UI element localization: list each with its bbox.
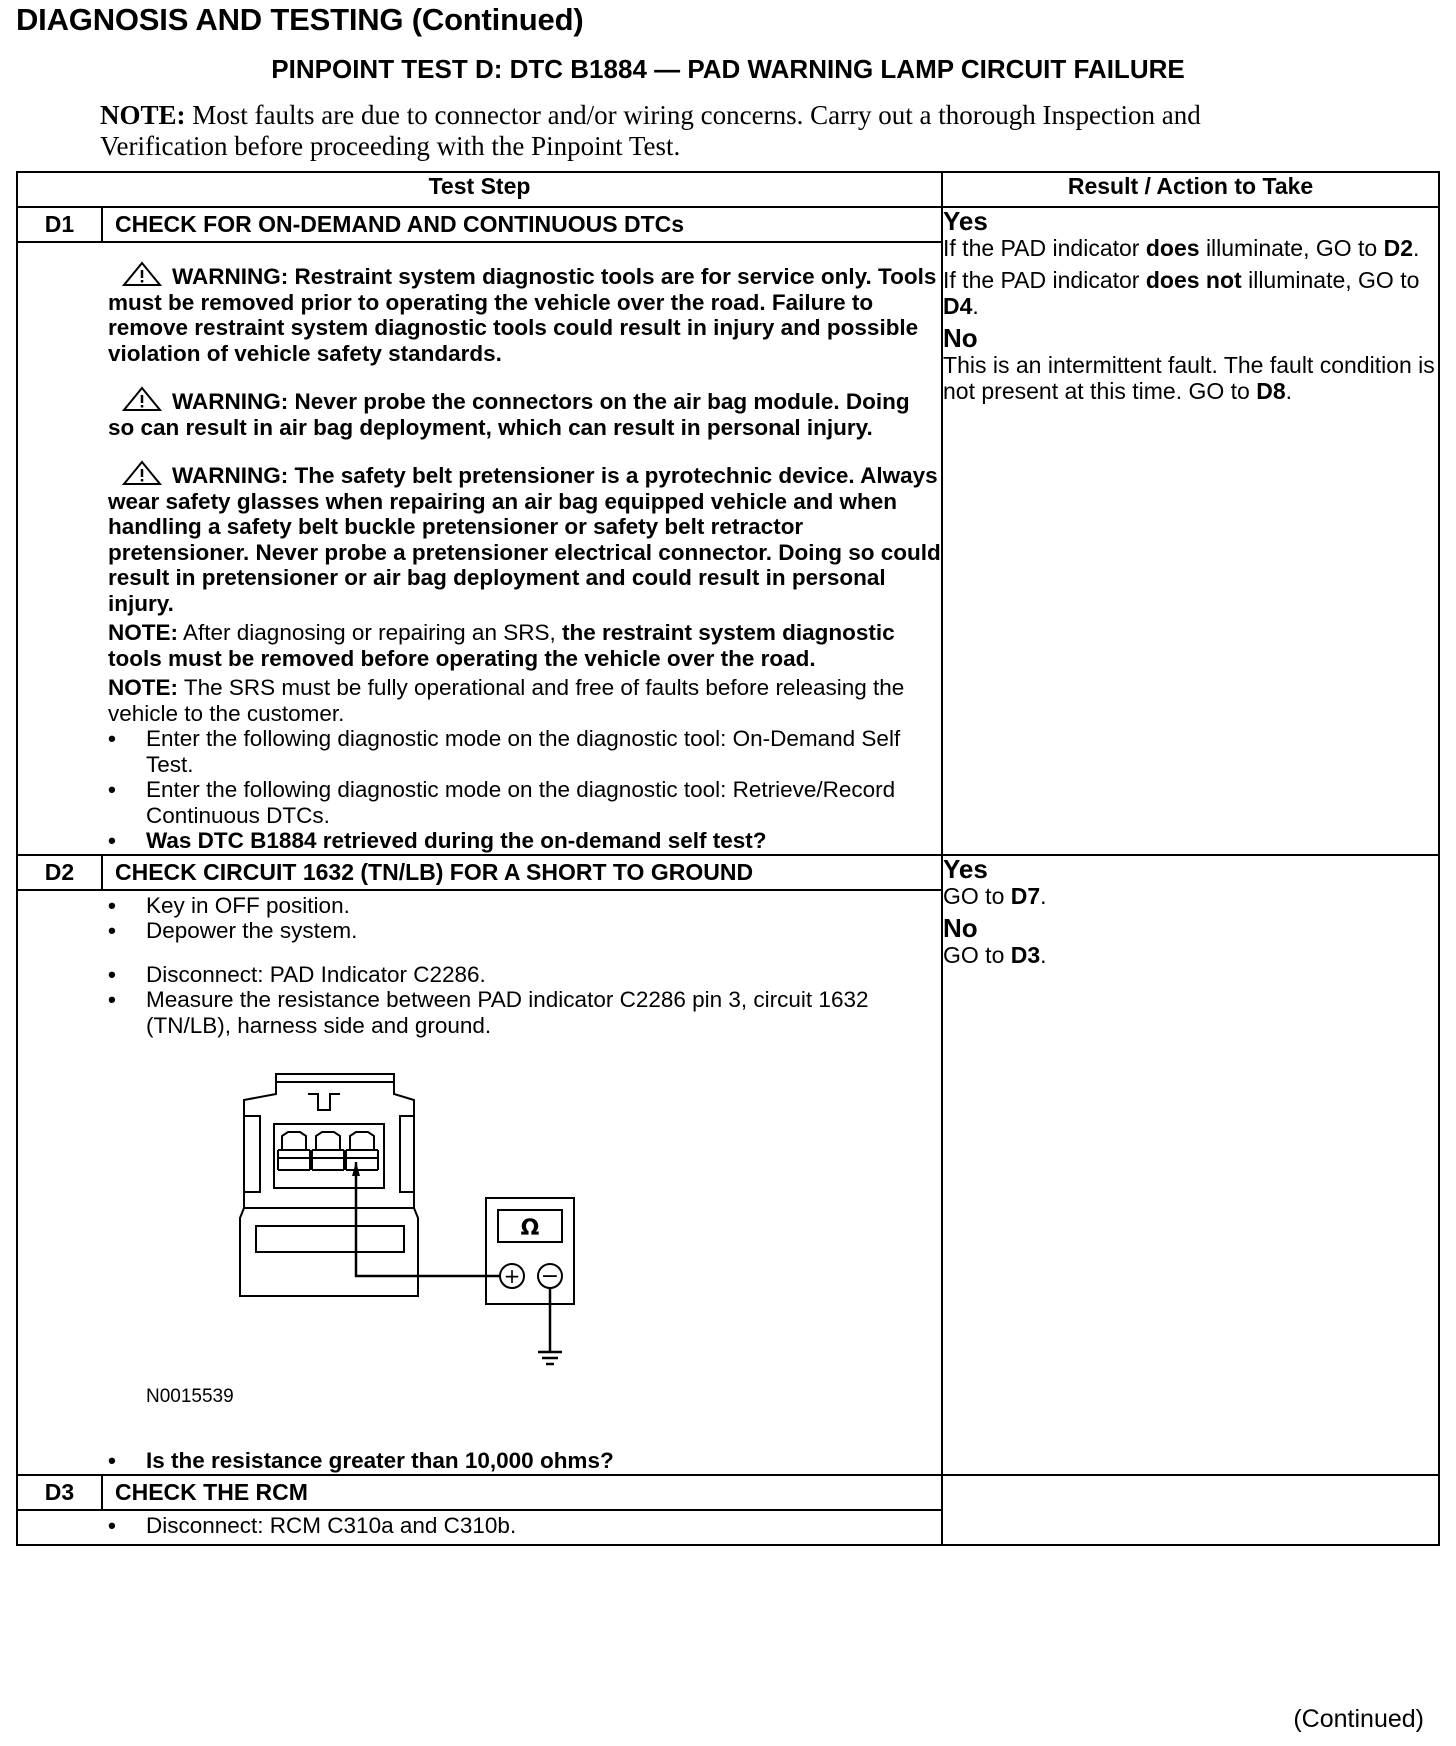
d2-question-list — [108, 1448, 941, 1474]
ohm-symbol: Ω — [520, 1216, 540, 1241]
plus-terminal-icon: + — [503, 1264, 521, 1288]
step-body-d3 — [17, 1510, 942, 1546]
warning-2: WARNING: Never probe the connectors on the air bag module. Doing so can result in air bag deployment, which can result in personal injury. — [108, 386, 941, 440]
yes-label-d1: Yes — [943, 206, 988, 236]
step-title-d1: CHECK FOR ON-DEMAND AND CONTINUOUS DTCs — [102, 207, 942, 242]
question-d2: • Is the resistance greater than 10,000 ohms? — [108, 1448, 941, 1474]
step-body-d2 — [17, 890, 942, 1475]
step-title-d3: CHECK THE RCM — [102, 1475, 942, 1510]
list-item: • Disconnect: PAD Indicator C2286. — [108, 962, 941, 988]
step-id-d3: D3 — [17, 1475, 102, 1510]
warning-triangle-icon — [120, 386, 164, 412]
d2-steps-b — [108, 962, 941, 1039]
no-action-d2: GO to D3. — [943, 941, 1047, 968]
note-2: NOTE: The SRS must be fully operational and free of faults before releasing the vehicle to the customer. — [108, 675, 905, 726]
result-d2 — [942, 855, 1439, 1475]
list-item: • Enter the following diagnostic mode on the diagnostic tool: On-Demand Self Test. — [108, 726, 941, 777]
table-header-row — [17, 172, 1439, 207]
intro-note — [100, 100, 1230, 162]
list-item: • Depower the system. — [108, 918, 941, 944]
intro-note-text: Most faults are due to connector and/or wiring concerns. Carry out a thorough Inspection and Verification before proceeding with the Pinpoint Test. — [100, 100, 1201, 161]
warning-1: WARNING: Restraint system diagnostic tools are for service only. Tools must be removed prior to operating the vehicle over the road. Failure to remove restraint system diagnostic tools could result in injury and possible violation of vehicle safety standards. — [108, 261, 941, 366]
pinpoint-test-title: PINPOINT TEST D: DTC B1884 — PAD WARNING LAMP CIRCUIT FAILURE — [271, 54, 1185, 84]
d3-steps — [108, 1513, 941, 1539]
no-label-d2: No — [943, 912, 978, 943]
yes-action-d2: GO to D7. — [943, 882, 1047, 909]
step-row-d2 — [17, 855, 1439, 890]
step-body-d1 — [17, 242, 942, 855]
figure-id: N0015539 — [146, 1386, 234, 1407]
page-title: DIAGNOSIS AND TESTING (Continued) — [16, 2, 584, 37]
step-row-d1 — [17, 207, 1439, 242]
no-action-d1: This is an intermittent fault. The fault condition is not present at this time. GO to D8. — [943, 352, 1435, 404]
list-item: • Disconnect: RCM C310a and C310b. — [108, 1513, 941, 1539]
step-row-d3 — [17, 1475, 1439, 1510]
step-id-d2: D2 — [17, 855, 102, 890]
yes-label-d2: Yes — [943, 853, 988, 884]
list-item: • Enter the following diagnostic mode on the diagnostic tool: Retrieve/Record Continuous DTCs. — [108, 777, 941, 828]
header-test-step: Test Step — [17, 172, 942, 207]
yes-action-2-d1: If the PAD indicator does not illuminate, GO to D4. — [943, 267, 1420, 319]
connector-meter-diagram — [234, 1066, 634, 1406]
no-label-d1: No — [943, 323, 978, 353]
minus-terminal-icon: − — [540, 1264, 560, 1289]
result-d3 — [942, 1475, 1439, 1546]
d2-steps-a — [108, 893, 941, 944]
pinpoint-test-table — [16, 171, 1440, 1546]
d1-steps — [108, 726, 941, 854]
list-item: • Key in OFF position. — [108, 893, 941, 919]
connector-diagram — [108, 1038, 941, 1448]
warning-triangle-icon — [120, 261, 164, 287]
warning-triangle-icon — [120, 460, 164, 486]
step-title-d2: CHECK CIRCUIT 1632 (TN/LB) FOR A SHORT TO GROUND — [102, 855, 942, 890]
continued-label: (Continued) — [1293, 1705, 1424, 1733]
note-1: NOTE: After diagnosing or repairing an SRS, the restraint system diagnostic tools must be removed before operating the vehicle over the road. — [108, 620, 895, 671]
warning-3: WARNING: The safety belt pretensioner is a pyrotechnic device. Always wear safety glasses when repairing an air bag equipped vehicle and when handling a safety belt buckle pretensioner or safety belt retractor pretensioner. Never probe a pretensioner electrical connector. Doing so could result in pretensioner or air bag deployment and could result in personal injury. — [108, 460, 941, 616]
intro-note-label: NOTE: — [100, 100, 186, 130]
header-result-action: Result / Action to Take — [942, 172, 1439, 207]
step-id-d1: D1 — [17, 207, 102, 242]
list-item: • Measure the resistance between PAD indicator C2286 pin 3, circuit 1632 (TN/LB), harness side and ground. — [108, 987, 941, 1038]
question-d1: • Was DTC B1884 retrieved during the on-demand self test? — [108, 828, 941, 854]
result-d1 — [942, 207, 1439, 855]
yes-action-1-d1: If the PAD indicator does illuminate, GO to D2. — [943, 235, 1420, 261]
